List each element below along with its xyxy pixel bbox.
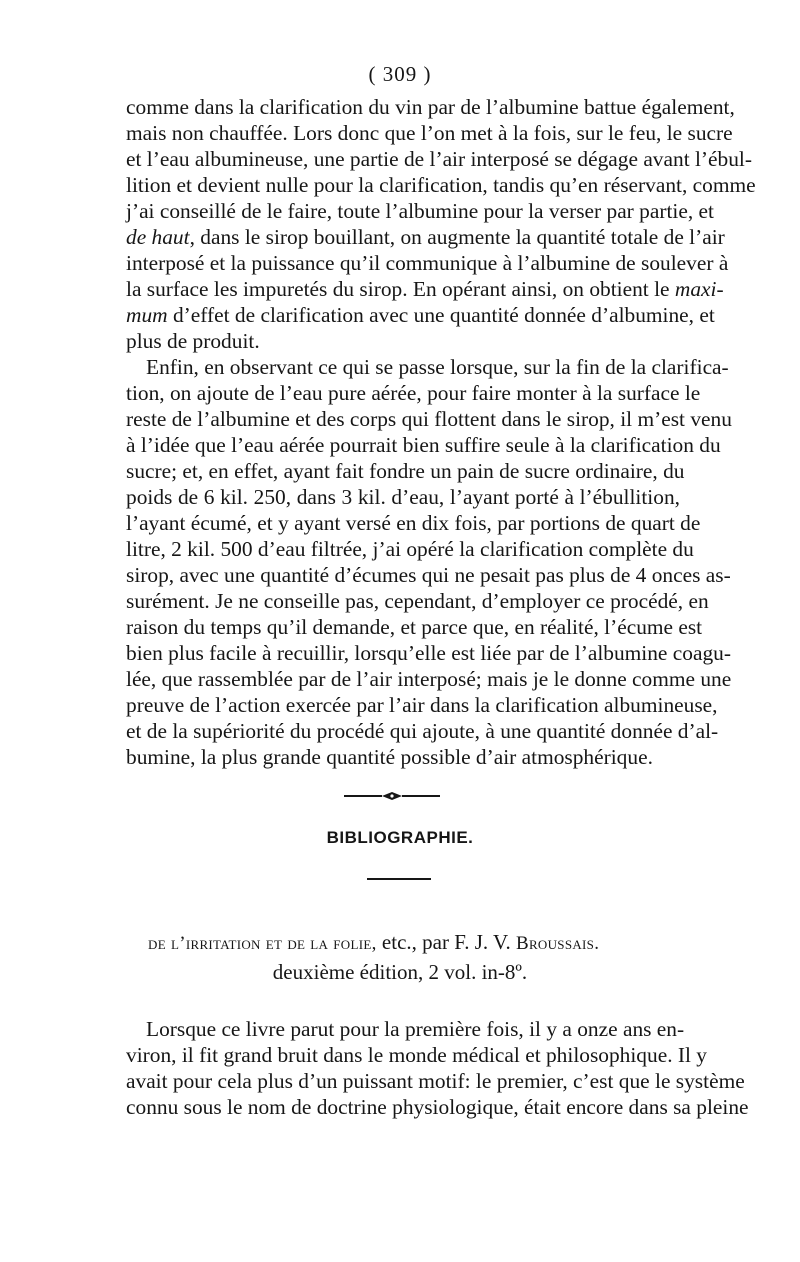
text-line: lition et devient nulle pour la clarification, tandis qu’en réservant, comme [126, 173, 756, 197]
text-line [126, 276, 724, 302]
text-line: à l’idée que l’eau aérée pourrait bien suffire seule à la clarification du [126, 433, 721, 457]
text-line: l’ayant écumé, et y ayant versé en dix fois, par portions de quart de [126, 511, 701, 535]
section-heading: BIBLIOGRAPHIE. [326, 828, 474, 847]
text-line: et l’eau albumineuse, une partie de l’air interposé se dégage avant l’ébul- [126, 147, 752, 171]
text-line: lée, que rassemblée par de l’air interposé; mais je le donne comme une [126, 667, 732, 691]
text-line: interposé et la puissance qu’il communique à l’albumine de soulever à [126, 251, 729, 275]
text-line: avait pour cela plus d’un puissant motif: le premier, c’est que le système [126, 1069, 745, 1093]
text-line: sucre; et, en effet, ayant fait fondre un pain de sucre ordinaire, du [126, 459, 685, 483]
heading-rule [367, 878, 431, 880]
text-line: bien plus facile à recuillir, lorsqu’elle est liée par de l’albumine coagu- [126, 641, 731, 665]
text-run: , dans le sirop bouillant, on augmente la quantité totale de l’air [189, 225, 725, 249]
text-line [126, 224, 725, 250]
text-run: d’effet de clarification avec une quantité donnée d’albumine, et [172, 303, 715, 327]
text-line: reste de l’albumine et des corps qui flottent dans le sirop, il m’est venu [126, 407, 732, 431]
text-line: poids de 6 kil. 250, dans 3 kil. d’eau, l’ayant porté à l’ébullition, [126, 485, 680, 509]
text-line [126, 302, 715, 328]
text-line: mais non chauffée. Lors donc que l’on met à la fois, sur le feu, le sucre [126, 121, 733, 145]
text-line: Lorsque ce livre parut pour la première fois, il y a onze ans en- [146, 1017, 685, 1041]
text-line: plus de produit. [126, 329, 260, 353]
text-line: viron, il fit grand bruit dans le monde médical et philosophique. Il y [126, 1043, 707, 1067]
text-line: tion, on ajoute de l’eau pure aérée, pour faire monter à la surface le [126, 381, 701, 405]
text-line: connu sous le nom de doctrine physiologique, était encore dans sa pleine [126, 1095, 749, 1119]
text-line: Enfin, en observant ce qui se passe lorsque, sur la fin de la clarifica- [146, 355, 729, 379]
text-line: j’ai conseillé de le faire, toute l’albumine pour la verser par partie, et [126, 199, 714, 223]
text-line: litre, 2 kil. 500 d’eau filtrée, j’ai opéré la clarification complète du [126, 537, 694, 561]
text-line: bumine, la plus grande quantité possible d’air atmosphérique. [126, 745, 653, 769]
text-line: sirop, avec une quantité d’écumes qui ne pesait pas plus de 4 onces as- [126, 563, 731, 587]
book-author: Broussais. [515, 933, 600, 954]
page-number: ( 309 ) [368, 62, 432, 86]
italic-maxi: maxi- [674, 277, 724, 301]
book-title: de l’irritation et de la folie, [148, 933, 377, 954]
book-edition: deuxième édition, 2 vol. in-8º. [272, 960, 528, 984]
text-line: comme dans la clarification du vin par de l’albumine battue également, [126, 95, 735, 119]
text-line: preuve de l’action exercée par l’air dans la clarification albumineuse, [126, 693, 718, 717]
book-title-line [148, 928, 654, 956]
book-etc-author-initials: etc., par F. J. V. [381, 930, 511, 954]
ornament-divider [342, 790, 442, 802]
text-run: la surface les impuretés du sirop. En opérant ainsi, on obtient le [126, 277, 670, 301]
text-line: et de la supériorité du procédé qui ajoute, à une quantité donnée d’al- [126, 719, 719, 743]
text-line: surément. Je ne conseille pas, cependant, d’employer ce procédé, en [126, 589, 709, 613]
italic-mum: mum [126, 303, 168, 327]
italic-de-haut: de haut [126, 225, 190, 249]
text-line: raison du temps qu’il demande, et parce que, en réalité, l’écume est [126, 615, 703, 639]
